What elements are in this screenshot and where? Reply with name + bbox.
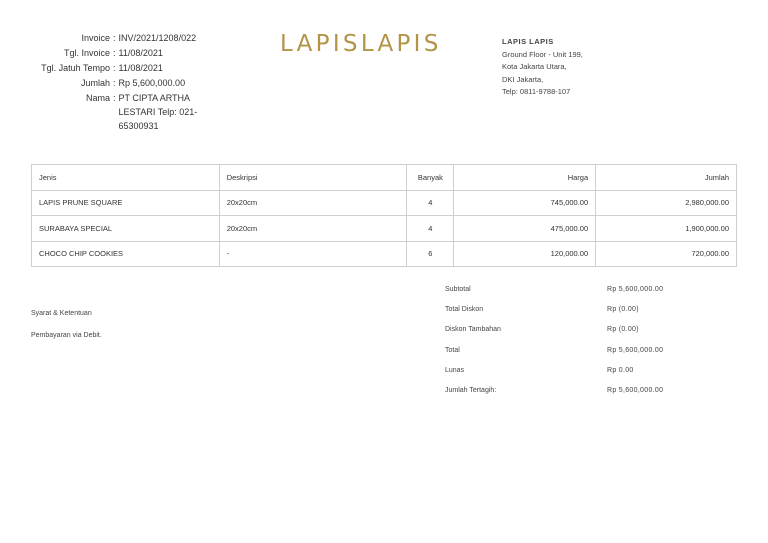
totals-value: Rp (0.00) xyxy=(607,305,639,313)
column-header: Deskripsi xyxy=(219,165,407,191)
column-header: Harga xyxy=(454,165,596,191)
meta-label: Tgl. Invoice xyxy=(63,48,110,58)
company-address-line: Kota Jakarta Utara, xyxy=(502,62,567,71)
totals-label: Total xyxy=(445,346,460,354)
totals-row-extra-discount xyxy=(445,320,727,340)
table-cell: 2,980,000.00 xyxy=(596,190,737,216)
table-cell: SURABAYA SPECIAL xyxy=(32,216,220,242)
table-cell: 475,000.00 xyxy=(454,216,596,242)
meta-row-invoice-date: Tgl. Invoice : 11/08/2021 xyxy=(24,46,202,61)
table-row xyxy=(32,190,737,216)
table-cell: 1,900,000.00 xyxy=(596,216,737,242)
meta-row-customer: Nama : PT CIPTA ARTHA LESTARI Telp: 021-65300931 xyxy=(24,91,202,133)
totals-value: Rp 5,600,000.00 xyxy=(607,387,664,395)
table-row xyxy=(32,241,737,267)
table-cell: CHOCO CHIP COOKIES xyxy=(32,241,220,267)
company-address-line: Ground Floor - Unit 199, xyxy=(502,49,583,59)
table-cell: 4 xyxy=(407,216,454,242)
company-phone: Telp: 0811-9788-107 xyxy=(502,87,571,96)
totals-value: Rp 5,600,000.00 xyxy=(607,285,664,293)
meta-value: 11/08/2021 xyxy=(118,63,163,73)
table-cell: LAPIS PRUNE SQUARE xyxy=(32,190,220,216)
terms-text: Pembayaran via Debit. xyxy=(31,332,102,339)
totals-value: Rp 0.00 xyxy=(607,366,634,374)
meta-row-amount: Jumlah : Rp 5,600,000.00 xyxy=(24,76,202,91)
invoice-items-table xyxy=(31,164,737,267)
totals-value: Rp 5,600,000.00 xyxy=(607,346,664,354)
company-address-line: DKI Jakarta, xyxy=(502,74,544,84)
totals-row-subtotal xyxy=(445,279,727,299)
totals-row-paid xyxy=(445,360,727,380)
table-cell: 720,000.00 xyxy=(596,241,737,267)
totals-row-total xyxy=(445,340,727,360)
meta-row-invoice: Invoice : INV/2021/1208/022 xyxy=(24,31,202,46)
meta-label: Nama xyxy=(85,93,110,103)
meta-row-due-date: Tgl. Jatuh Tempo : 11/08/2021 xyxy=(24,61,202,76)
table-cell: 745,000.00 xyxy=(454,190,596,216)
column-header: Jumlah xyxy=(596,165,737,191)
table-cell: - xyxy=(219,241,407,267)
table-row xyxy=(32,216,737,242)
totals-label: Lunas xyxy=(445,366,465,374)
column-header: Jenis xyxy=(32,165,220,191)
table-cell: 6 xyxy=(407,241,454,267)
totals-label: Diskon Tambahan xyxy=(445,326,501,334)
table-cell: 20x20cm xyxy=(219,216,407,242)
meta-value: 11/08/2021 xyxy=(118,48,163,58)
terms-title: Syarat & Ketentuan xyxy=(31,310,92,317)
brand-logo: LAPISLAPIS xyxy=(280,31,442,57)
company-name: LAPIS LAPIS xyxy=(502,37,554,46)
company-info xyxy=(502,36,583,99)
meta-value: Rp 5,600,000.00 xyxy=(118,78,186,88)
meta-label: Invoice xyxy=(81,33,110,43)
totals-label: Jumlah Tertagih: xyxy=(445,387,497,395)
table-cell: 4 xyxy=(407,190,454,216)
table-cell: 120,000.00 xyxy=(454,241,596,267)
totals-label: Subtotal xyxy=(445,285,471,293)
totals-label: Total Diskon xyxy=(445,305,484,313)
table-cell: 20x20cm xyxy=(219,190,407,216)
terms-section xyxy=(31,308,102,341)
meta-label: Tgl. Jatuh Tempo xyxy=(41,63,110,73)
totals-row-amount-due xyxy=(445,380,727,400)
meta-label: Jumlah xyxy=(80,78,110,88)
invoice-meta xyxy=(24,31,202,133)
totals-row-discount xyxy=(445,299,727,319)
totals-value: Rp (0.00) xyxy=(607,326,639,334)
meta-value: INV/2021/1208/022 xyxy=(118,33,197,43)
meta-value: PT CIPTA ARTHA LESTARI Telp: 021-65300931 xyxy=(118,93,198,131)
column-header: Banyak xyxy=(407,165,454,191)
table-header-row xyxy=(32,165,737,191)
totals-summary xyxy=(445,279,727,401)
